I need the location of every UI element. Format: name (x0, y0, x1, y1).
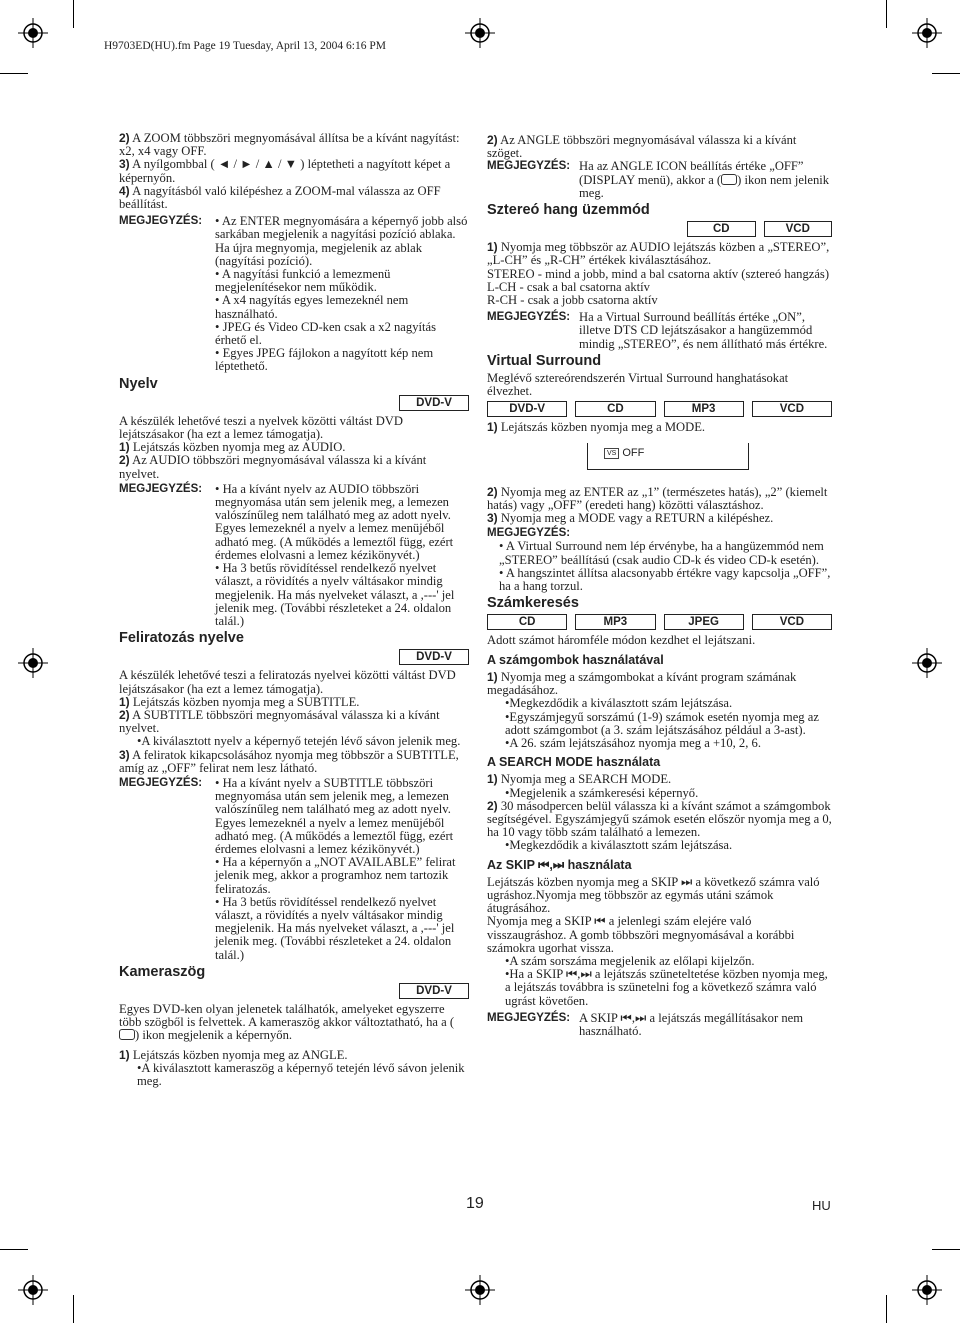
zoom-step-2: 2) A ZOOM többszöri megnyomásával állítsa be a kívánt nagyítást: x2, x4 vagy OFF. (119, 131, 460, 159)
note-item: • Az ENTER megnyomására a képernyő jobb alsó sarkában megjelenik a nagyítási pozíció ablaka. Ha újra megnyomja, megjelenik az ablak (nagyítási pozíció). (215, 214, 468, 268)
camera-icon (119, 1029, 135, 1040)
nyelv-note: MEGJEGYZÉS: • Ha a kívánt nyelv az AUDIO többszöri megnyomása után sem jelenik meg, a lemezen valószínűleg nem található meg az adott nyelv. Egyes lemezeknél a nyelv a lemez menüjéből adható meg. (A működés a lemeztől függ, ezért érdemes elolvasni a lemez kézikönyvét.) • Ha 3 betűs rövidítéssel rendelkező nyelvet választ, a rövidítés a nyelv váltásakor mindig megjelenik. Ha más nyelveket választ, a ,---' jel jelenik meg. (További részleteket a 24. oldalon talál.) (119, 483, 469, 628)
zoom-step-4: 4) A nagyításból való kilépéshez a ZOOM-mal válassza az OFF beállítást. (119, 183, 441, 212)
note-item: • JPEG és Video CD-ken csak a x2 nagyítás érhető el. (215, 319, 436, 348)
skip-para-2: Nyomja meg a SKIP ⏮ a jelenlegi szám elejére való visszaugráshoz. A gomb többszöri megnyomásával a korábbi számokra ugorhat vissza. (487, 914, 795, 955)
note-item: • Ha a képernyőn a „NOT AVAILABLE” felirat jelenik meg, akkor a programhoz nem tartozik feliratozás. (215, 855, 456, 896)
registration-mark-icon (912, 648, 942, 678)
subsection-title-skip: Az SKIP ⏮,⏭ használata (487, 857, 632, 872)
zoom-note: MEGJEGYZÉS: • Az ENTER megnyomására a képernyő jobb alsó sarkában megjelenik a nagyítási pozíció ablaka. Ha újra megnyomja, megjelenik az ablak (nagyítási pozíció). • A nagyítási funkció a lemezmenü megjelenítésekor nem működik. • A x4 nagyítás egyes lemezeknél nem használható. • JPEG és Video CD-ken csak a x2 nagyítás érhető el. • Egyes JPEG fájlokon a nagyított kép nem léptethető. (119, 214, 468, 374)
subsection-title-szamgomb: A számgombok használatával (487, 652, 664, 667)
osd-value: OFF (622, 446, 645, 459)
registration-mark-icon (18, 18, 48, 48)
sztereo-line: STEREO - mind a jobb, mind a bal csatorna aktív (sztereó hangzás) (487, 266, 830, 281)
vs-step-1: 1) Lejátszás közben nyomja meg a MODE. (487, 420, 706, 435)
vs-step-3: 3) Nyomja meg a MODE vagy a RETURN a kilépéshez. (487, 511, 774, 526)
kamera-step-1: 1) Lejátszás közben nyomja meg az ANGLE. (119, 1047, 348, 1062)
szamg-bullet: •Megkezdődik a kiválasztott szám lejátszása. (505, 696, 733, 711)
skip-para-1: Lejátszás közben nyomja meg a SKIP ⏭ a következő számra való ugráshoz.Nyomja meg többször az egymás utáni számok átugrásához. (487, 874, 820, 916)
skip-bullet: •A szám sorszáma megjelenik az előlapi kijelzőn. (505, 953, 755, 968)
registration-mark-icon (912, 1275, 942, 1305)
badge-mp3: MP3 (575, 614, 655, 630)
badge-cd: CD (575, 401, 655, 417)
badge-mp3: MP3 (664, 401, 744, 417)
sztereo-line: R-CH - csak a jobb csatorna aktív (487, 293, 658, 308)
section-title-sztereo: Sztereó hang üzemmód (487, 202, 650, 219)
kamera-intro: Egyes DVD-ken olyan jelenetek találhatók, amelyeket egyszerre több szögből is felvettek. A kameraszög akkor változtatható, ha a () ikon megjelenik a képernyőn. (119, 1001, 455, 1043)
note-item: • Ha a kívánt nyelv az AUDIO többszöri megnyomása után sem jelenik meg, a lemezen valószínűleg nem található meg az adott nyelv. Egyes lemezeknél a nyelv a lemez menüjéből adható meg. (A működés a lemeztől függ, ezért érdemes elolvasni a lemez kézikönyvét.) (215, 481, 454, 562)
sztereo-line: L-CH - csak a bal csatorna aktív (487, 279, 650, 294)
felirat-step-2: 2) A SUBTITLE többszöri megnyomásával válassza ki a kívánt nyelvet. (119, 707, 440, 736)
crop-mark (73, 0, 74, 28)
badge-cd: CD (687, 221, 756, 237)
badge-vcd: VCD (752, 401, 832, 417)
search-step-2: 2) 30 másodpercen belül válassza ki a kívánt számot a számgombok segítségével. Egyszámjegyű számok esetén először nyomja meg a 0, ha 10 vagy több szám található a lemezen. (487, 798, 832, 840)
felirat-intro: A készülék lehetővé teszi a feliratozás nyelvei közötti váltást DVD lejátszásakor (ha ezt a lemez támogatja). (119, 668, 456, 696)
crop-mark (886, 0, 887, 28)
badge-dvdv: DVD-V (487, 401, 567, 417)
language-code: HU (812, 1198, 831, 1213)
crop-mark (932, 73, 960, 74)
badge-dvdv: DVD-V (399, 395, 469, 411)
section-title-szamkereses: Számkeresés (487, 595, 579, 612)
section-title-vs: Virtual Surround (487, 352, 602, 369)
registration-mark-icon (465, 1275, 495, 1305)
crop-mark (0, 73, 28, 74)
section-title-kamera: Kameraszög (119, 963, 206, 980)
registration-mark-icon (465, 18, 495, 48)
szamg-step-1: 1) Nyomja meg a számgombokat a kívánt program számának megadásához. (487, 669, 797, 698)
skip-note: MEGJEGYZÉS: A SKIP ⏮,⏭ a lejátszás megállításakor nem használható. (487, 1010, 804, 1038)
badge-vcd: VCD (752, 614, 832, 630)
search-step-2-sub: •Megkezdődik a kiválasztott szám lejátszása. (505, 838, 733, 853)
file-header: H9703ED(HU).fm Page 19 Tuesday, April 13, 2004 6:16 PM (104, 40, 386, 52)
virtual-surround-icon: VS (604, 448, 619, 459)
page-number: 19 (466, 1195, 484, 1212)
felirat-step-2-sub: •A kiválasztott nyelv a képernyő tetején lévő sávon jelenik meg. (137, 734, 461, 749)
sztereo-step-1: 1) Nyomja meg többször az AUDIO lejátszás közben a „STEREO”, „L-CH” és „R-CH” értékek kiválasztásához. (487, 240, 830, 268)
right-column (487, 134, 832, 1038)
registration-mark-icon (18, 648, 48, 678)
note-item: • Ha 3 betűs rövidítéssel rendelkező nyelvet választ, a rövidítés a nyelv váltásakor mindig megjelenik. Ha más nyelveket választ, a ,---' jel jelenik meg. (További részleteket a 24. oldalon talál.) (215, 894, 455, 962)
note-item: • A hangszintet állítsa alacsonyabb értékre vagy kapcsolja „OFF”, ha a hang torzul. (499, 565, 831, 594)
badge-dvdv: DVD-V (399, 983, 469, 999)
szamk-intro: Adott számot háromféle módon kezdhet el lejátszani. (487, 633, 756, 648)
search-step-1-sub: •Megjelenik a számkeresési képernyő. (505, 785, 699, 800)
section-title-felirat: Feliratozás nyelve (119, 630, 244, 647)
note-item: • A x4 nagyítás egyes lemezeknél nem használható. (215, 293, 409, 321)
section-title-nyelv: Nyelv (119, 375, 158, 392)
badge-jpeg: JPEG (664, 614, 744, 630)
felirat-step-3: 3) A feliratok kikapcsolásához nyomja meg többször a SUBTITLE, amíg az „OFF” felirat nem lesz látható. (119, 747, 459, 775)
crop-mark (73, 1295, 74, 1323)
angle-step-2: 2) Az ANGLE többszöri megnyomásával válassza ki a kívánt szöget. (487, 133, 797, 161)
szamg-bullet: •A 26. szám lejátszásához nyomja meg a +10, 2, 6. (505, 735, 761, 750)
osd-screen (587, 443, 749, 470)
skip-bullet: •Ha a SKIP ⏮,⏭ a lejátszás szüneteltetése közben nyomja meg, a lejátszás továbbra is szünetelni fog a következő számra való ugrást követően. (505, 967, 828, 1008)
note-item: • Ha a kívánt nyelv a SUBTITLE többszöri megnyomása után sem jelenik meg, a lemezen valószínűleg nem található meg az adott nyelv. Egyes lemezeknél a nyelv a lemez menüjéből adható meg. (A működés a lemeztől függ, ezért érdemes elolvasni a lemez kézikönyvét.) (215, 775, 454, 856)
note-item: • Ha 3 betűs rövidítéssel rendelkező nyelvet választ, a rövidítés a nyelv váltásakor mindig megjelenik. Ha más nyelveket választ, a ,---' jel jelenik meg. (További részleteket a 24. oldalon talál.) (215, 561, 455, 628)
search-step-1: 1) Nyomja meg a SEARCH MODE. (487, 772, 672, 787)
badge-cd: CD (487, 614, 567, 630)
camera-icon (721, 174, 737, 185)
left-column (119, 132, 469, 1088)
vs-step-2: 2) Nyomja meg az ENTER az „1” (természetes hatás), „2” (kiemelt hatás) vagy „OFF” (eredeti hang) közötti választáshoz. (487, 484, 828, 512)
badge-vcd: VCD (764, 221, 833, 237)
sztereo-note: MEGJEGYZÉS: Ha a Virtual Surround beállítás értéke „ON”, illetve DTS CD lejátszásakor a hangüzemmód mindig „STEREO”, és nem állítható más értékre. (487, 310, 828, 351)
crop-mark (0, 1249, 28, 1250)
vs-note-label: MEGJEGYZÉS: (487, 527, 571, 540)
angle-note: MEGJEGYZÉS: Ha az ANGLE ICON beállítás értéke „OFF” (DISPLAY menü), akkor a ( ) ikon nem jelenik meg. (487, 159, 830, 200)
registration-mark-icon (912, 18, 942, 48)
felirat-step-1: 1) Lejátszás közben nyomja meg a SUBTITLE. (119, 694, 360, 709)
note-item: • Egyes JPEG fájlokon a nagyított kép nem léptethető. (215, 346, 434, 374)
zoom-step-3: 3) A nyílgombbal ( ◄ / ► / ▲ / ▼ ) léptetheti a nagyított képet a képernyőn. (119, 157, 451, 185)
note-item: • A nagyítási funkció a lemezmenü megjelenítésekor nem működik. (215, 267, 391, 295)
nyelv-step-1: 1) Lejátszás közben nyomja meg az AUDIO. (119, 440, 346, 455)
crop-mark (932, 1249, 960, 1250)
nyelv-step-2: 2) Az AUDIO többszöri megnyomásával válassza ki a kívánt nyelvet. (119, 453, 427, 481)
nyelv-intro: A készülék lehetővé teszi a nyelvek közötti váltást DVD lejátszásakor (ha ezt a lemez támogatja). (119, 413, 403, 442)
badge-dvdv: DVD-V (399, 649, 469, 665)
kamera-step-1-sub: •A kiválasztott kameraszög a képernyő tetején lévő sávon jelenik meg. (137, 1060, 465, 1088)
note-item: • A Virtual Surround nem lép érvénybe, ha a hangüzemmód nem „STEREO” beállítású (csak audio CD-k és video CD-k esetén). (499, 539, 824, 567)
crop-mark (886, 1295, 887, 1323)
szamg-bullet: •Egyszámjegyű sorszámú (1-9) számok esetén nyomja meg az adott számgombot (a 3. szám lejátszásához például a 3-ast). (505, 709, 819, 737)
subsection-title-search: A SEARCH MODE használata (487, 755, 661, 770)
vs-intro: Meglévő sztereórendszerén Virtual Surround hanghatásokat élvezhet. (487, 371, 789, 399)
felirat-note: MEGJEGYZÉS: • Ha a kívánt nyelv a SUBTITLE többszöri megnyomása után sem jelenik meg, a lemezen valószínűleg nem található meg az adott nyelv. Egyes lemezeknél a nyelv a lemez menüjéből adható meg. (A működés a lemeztől függ, ezért érdemes elolvasni a lemez kézikönyvét.) • Ha a képernyőn a „NOT AVAILABLE” felirat jelenik meg, akkor a programhoz nem tartozik feliratozás. • Ha 3 betűs rövidítéssel rendelkező nyelvet választ, a rövidítés a nyelv váltásakor mindig megjelenik. Ha más nyelveket választ, a ,---' jel jelenik meg. (További részleteket a 24. oldalon talál.) (119, 777, 469, 962)
registration-mark-icon (18, 1275, 48, 1305)
